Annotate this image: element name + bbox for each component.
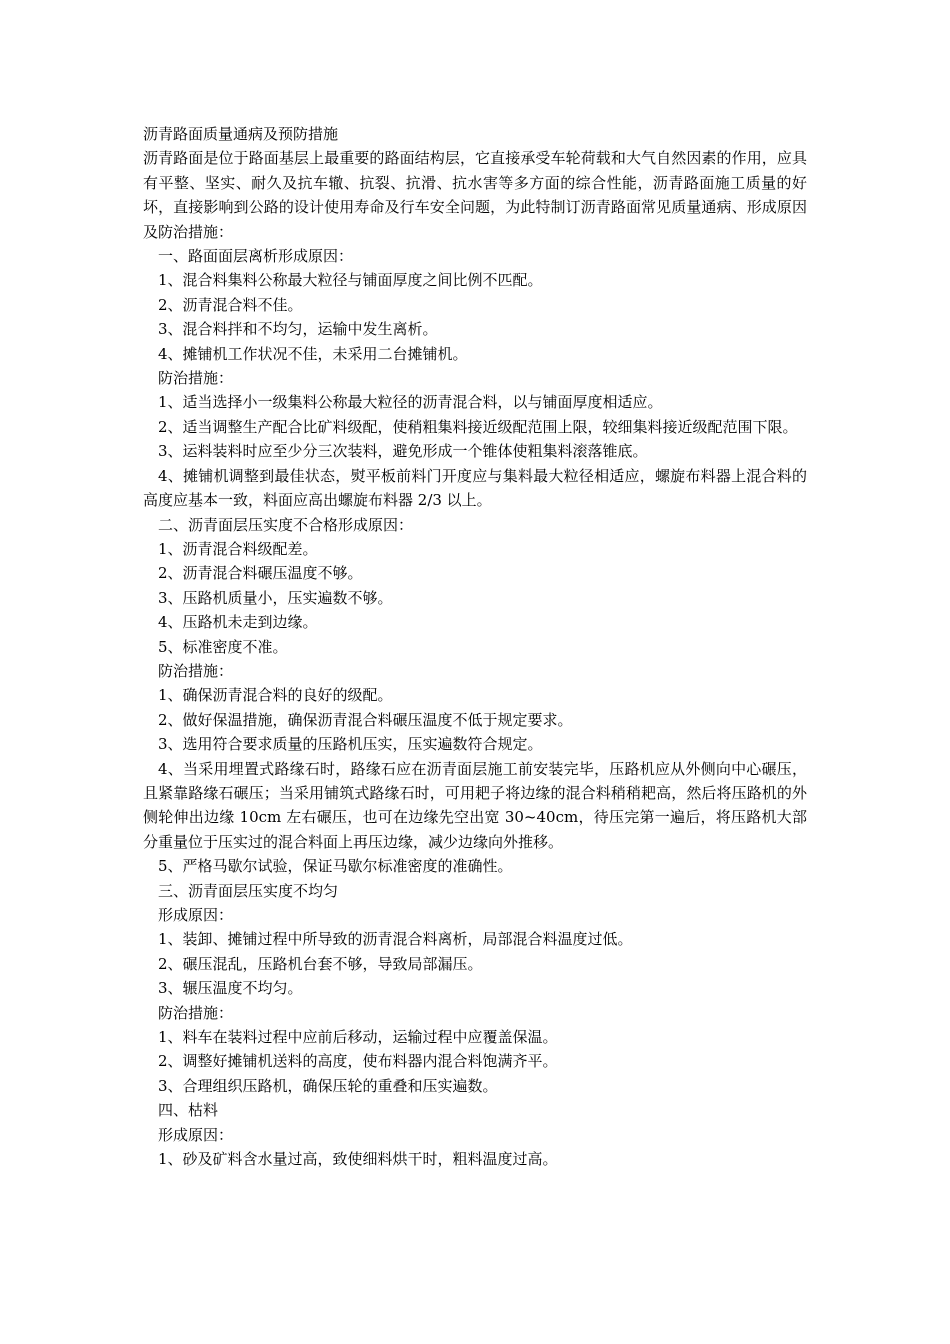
paragraph: 1、砂及矿料含水量过高，致使细料烘干时，粗料温度过高。 xyxy=(158,1150,558,1169)
paragraph: 一、路面面层离析形成原因： xyxy=(158,247,354,266)
paragraph: 3、运料装料时应至少分三次装料，避免形成一个锥体使粗集料滚落锥底。 xyxy=(158,442,648,461)
paragraph: 1、适当选择小一级集料公称最大粒径的沥青混合料，以与铺面厚度相适应。 xyxy=(158,393,663,412)
document-page xyxy=(143,122,807,1171)
paragraph: 四、枯料 xyxy=(158,1101,219,1120)
paragraph: 4、摊铺机调整到最佳状态，熨平板前料门开度应与集料最大粒径相适应，螺旋布料器上混合料的高度应基本一致，料面应高出螺旋布料器 2/3 以上。 xyxy=(143,466,807,510)
paragraph: 1、沥青混合料级配差。 xyxy=(158,539,318,558)
paragraph: 3、辗压温度不均匀。 xyxy=(158,979,303,998)
paragraph: 5、标准密度不准。 xyxy=(158,637,288,656)
paragraph: 形成原因： xyxy=(158,906,234,924)
paragraph: 3、混合料拌和不均匀，运输中发生离析。 xyxy=(158,320,438,339)
paragraph: 防治措施： xyxy=(158,369,234,388)
paragraph: 形成原因： xyxy=(158,1125,234,1144)
paragraph: 5、严格马歇尔试验，保证马歇尔标准密度的准确性。 xyxy=(158,857,513,876)
paragraph: 1、装卸、摊铺过程中所导致的沥青混合料离析，局部混合料温度过低。 xyxy=(158,930,633,949)
paragraph: 2、沥青混合料不佳。 xyxy=(158,295,303,314)
paragraph: 3、合理组织压路机，确保压轮的重叠和压实遍数。 xyxy=(158,1076,498,1095)
paragraph: 防治措施： xyxy=(158,661,234,680)
document-body xyxy=(143,146,807,1171)
paragraph: 4、压路机未走到边缘。 xyxy=(158,613,318,632)
paragraph: 2、做好保温措施，确保沥青混合料碾压温度不低于规定要求。 xyxy=(158,710,573,729)
paragraph: 2、沥青混合料碾压温度不够。 xyxy=(158,564,363,583)
paragraph: 2、适当调整生产配合比矿料级配，使稍粗集料接近级配范围上限，较细集料接近级配范围下限。 xyxy=(158,417,798,436)
paragraph: 1、确保沥青混合料的良好的级配。 xyxy=(158,686,393,705)
paragraph: 4、当采用埋置式路缘石时，路缘石应在沥青面层施工前安装完毕，压路机应从外侧向中心碾压，且紧靠路缘石碾压；当采用铺筑式路缘石时，可用耙子将边缘的混合料稍稍耙高，然后将压路机的外侧轮伸出边缘 10cm 左右碾压，也可在边缘先空出宽 30~40cm，待压完第一遍后，将压路机大部分重量位于压实过的混合料面上再压边缘，减少边缘向外推移。 xyxy=(143,759,807,851)
paragraph: 防治措施： xyxy=(158,1003,234,1022)
paragraph: 2、碾压混乱，压路机台套不够，导致局部漏压。 xyxy=(158,954,483,973)
paragraph: 3、选用符合要求质量的压路机压实，压实遍数符合规定。 xyxy=(158,735,543,754)
paragraph: 沥青路面是位于路面基层上最重要的路面结构层，它直接承受车轮荷载和大气自然因素的作用，应具有平整、坚实、耐久及抗车辙、抗裂、抗滑、抗水害等多方面的综合性能，沥青路面施工质量的好坏，直接影响到公路的设计使用寿命及行车安全问题，为此特制订沥青路面常见质量通病、形成原因及防治措施： xyxy=(143,149,807,241)
paragraph: 3、压路机质量小，压实遍数不够。 xyxy=(158,588,393,607)
paragraph: 4、摊铺机工作状况不佳，未采用二台摊铺机。 xyxy=(158,344,468,363)
paragraph: 二、沥青面层压实度不合格形成原因： xyxy=(158,515,414,534)
paragraph: 三、沥青面层压实度不均匀 xyxy=(158,881,339,900)
paragraph: 1、混合料集料公称最大粒径与铺面厚度之间比例不匹配。 xyxy=(158,271,543,290)
paragraph: 2、调整好摊铺机送料的高度，使布料器内混合料饱满齐平。 xyxy=(158,1052,558,1071)
document-title: 沥青路面质量通病及预防措施 xyxy=(143,125,339,143)
paragraph: 1、料车在装料过程中应前后移动，运输过程中应覆盖保温。 xyxy=(158,1028,558,1047)
